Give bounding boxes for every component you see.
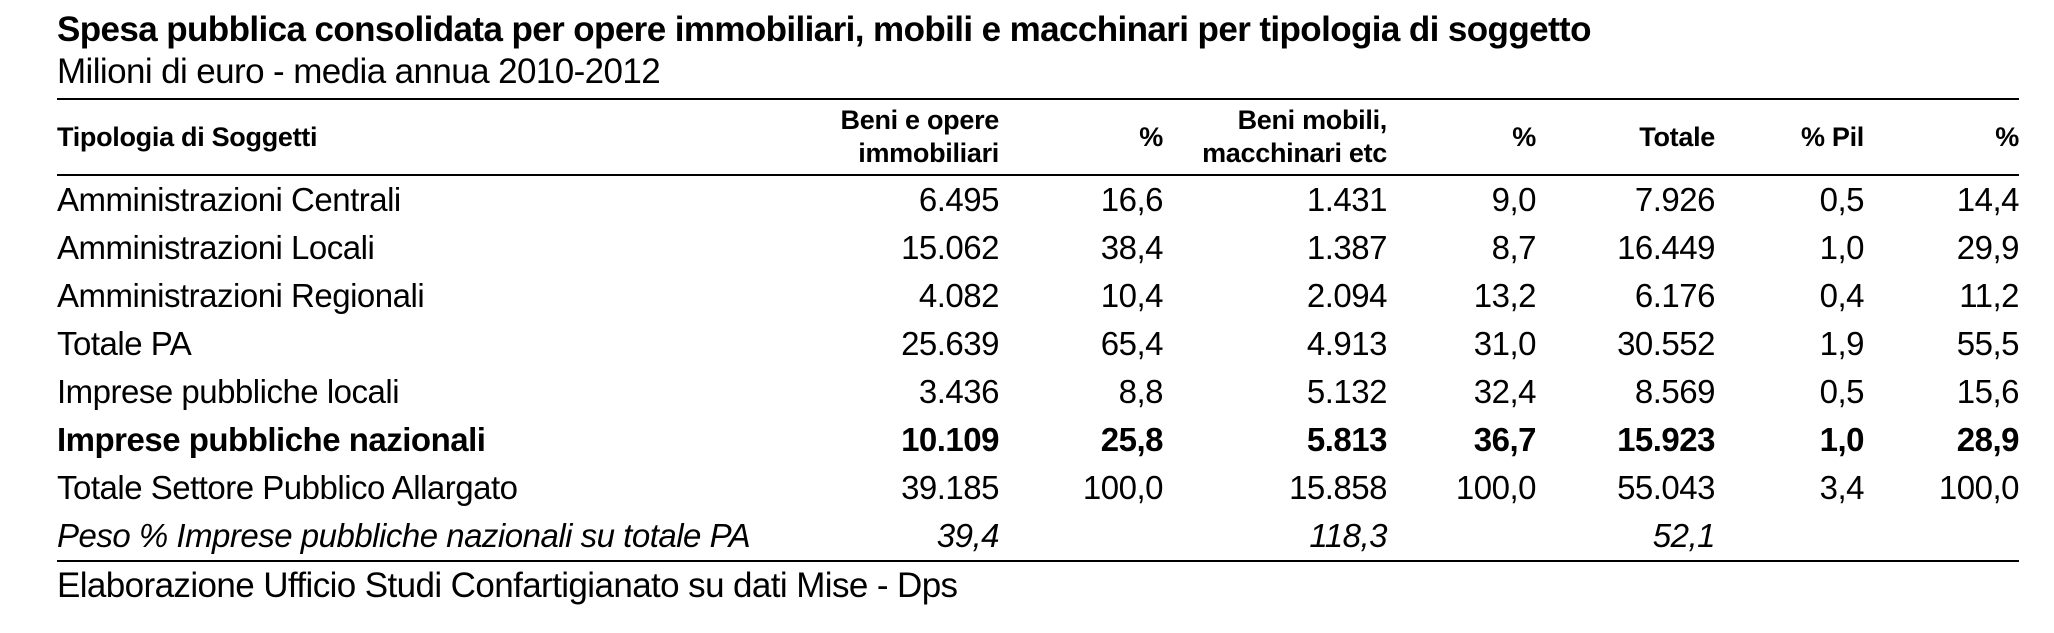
table-cell: 55.043: [1617, 469, 1715, 506]
table-cell: 0,5: [1819, 181, 1864, 218]
table-cell: 2.094: [1306, 277, 1387, 314]
table-cell: 28,9: [1956, 421, 2019, 458]
column-header-line: % Pil: [1800, 121, 1864, 152]
table-cell: 10,4: [1100, 277, 1163, 314]
table-subtitle: Milioni di euro - media annua 2010-2012: [57, 52, 661, 91]
table-cell: 16.449: [1617, 229, 1715, 266]
table-cell: 5.132: [1306, 373, 1387, 410]
table-cell: 118,3: [1309, 517, 1387, 554]
table-row: [57, 464, 2019, 512]
table-cell: 9,0: [1491, 181, 1536, 218]
column-header: [1163, 99, 1387, 175]
column-header-line: Tipologia di Soggetti: [57, 121, 318, 152]
column-header: [999, 99, 1163, 175]
table-cell: 1,0: [1819, 421, 1864, 458]
table-cell: [1715, 512, 1864, 561]
table-cell: 3.436: [918, 373, 999, 410]
table-cell: 15.923: [1617, 421, 1715, 458]
row-label: Totale Settore Pubblico Allargato: [57, 469, 518, 506]
table-row: [57, 175, 2019, 224]
table-cell: 36,7: [1473, 421, 1536, 458]
table-cell: 4.913: [1306, 325, 1387, 362]
table-body: [57, 175, 2019, 561]
column-header-line: Totale: [1639, 121, 1715, 152]
column-header: [1387, 99, 1536, 175]
table-cell: 11,2: [1959, 277, 2019, 314]
table-cell: 3,4: [1819, 469, 1864, 506]
table-cell: 8,8: [1118, 373, 1163, 410]
row-label: Imprese pubbliche nazionali: [57, 421, 486, 458]
table-cell: [999, 512, 1163, 561]
table-cell: 30.552: [1617, 325, 1715, 362]
row-label: Amministrazioni Locali: [57, 229, 375, 266]
column-header-line: macchinari etc: [1202, 138, 1387, 168]
row-label: Peso % Imprese pubbliche nazionali su totale PA: [57, 517, 751, 554]
table-cell: 14,4: [1956, 181, 2019, 218]
table-cell: 100,0: [1938, 469, 2019, 506]
column-header: [772, 99, 999, 175]
table-row: [57, 416, 2019, 464]
table-cell: 1.431: [1306, 181, 1387, 218]
table-row: [57, 368, 2019, 416]
column-header: [1715, 99, 1864, 175]
column-header-line: Beni mobili,: [1237, 105, 1387, 135]
table-cell: 5.813: [1306, 421, 1387, 458]
table-cell: 10.109: [901, 421, 999, 458]
table-cell: 15,6: [1956, 373, 2019, 410]
table-row: [57, 512, 2019, 561]
row-label: Imprese pubbliche locali: [57, 373, 400, 410]
row-label: Amministrazioni Regionali: [57, 277, 425, 314]
table-cell: 15.062: [901, 229, 999, 266]
table-cell: 100,0: [1455, 469, 1536, 506]
table-cell: 16,6: [1100, 181, 1163, 218]
table-row: [57, 224, 2019, 272]
table-cell: 32,4: [1473, 373, 1536, 410]
table-cell: 55,5: [1956, 325, 2019, 362]
column-header-line: %: [1512, 121, 1536, 152]
table-cell: 8.569: [1634, 373, 1715, 410]
column-header-line: %: [1995, 121, 2019, 152]
table-cell: 39.185: [901, 469, 999, 506]
header-row: [57, 99, 2019, 175]
table-cell: 65,4: [1100, 325, 1163, 362]
column-header-line: %: [1139, 121, 1163, 152]
row-label: Totale PA: [57, 325, 192, 362]
table-cell: 25,8: [1100, 421, 1163, 458]
column-header-line: Beni e opere: [840, 105, 999, 135]
table-cell: 15.858: [1289, 469, 1387, 506]
table-title: Spesa pubblica consolidata per opere immobiliari, mobili e macchinari per tipologia di soggetto: [57, 10, 1591, 49]
data-table: [57, 98, 2019, 562]
table-cell: 1.387: [1306, 229, 1387, 266]
table-cell: 31,0: [1473, 325, 1536, 362]
table-cell: 29,9: [1956, 229, 2019, 266]
table-cell: 25.639: [901, 325, 999, 362]
table-cell: [1387, 512, 1536, 561]
table-row: [57, 272, 2019, 320]
table-cell: 0,5: [1819, 373, 1864, 410]
table-cell: 1,9: [1819, 325, 1864, 362]
table-cell: 38,4: [1100, 229, 1163, 266]
table-cell: [1864, 512, 2019, 561]
column-header: [1536, 99, 1715, 175]
row-label: Amministrazioni Centrali: [57, 181, 401, 218]
document: [57, 8, 2019, 610]
table-cell: 6.495: [918, 181, 999, 218]
table-cell: 8,7: [1491, 229, 1536, 266]
table-row: [57, 320, 2019, 368]
table-cell: 13,2: [1473, 277, 1536, 314]
table-cell: 4.082: [918, 277, 999, 314]
column-header: [1864, 99, 2019, 175]
table-cell: 0,4: [1819, 277, 1864, 314]
table-cell: 52,1: [1652, 517, 1715, 554]
table-cell: 7.926: [1634, 181, 1715, 218]
column-header: [57, 99, 772, 175]
table-cell: 39,4: [936, 517, 999, 554]
table-cell: 6.176: [1634, 277, 1715, 314]
column-header-line: immobiliari: [858, 138, 999, 168]
table-cell: 1,0: [1819, 229, 1864, 266]
table-cell: 100,0: [1082, 469, 1163, 506]
source-note: Elaborazione Ufficio Studi Confartigianato su dati Mise - Dps: [57, 566, 958, 605]
